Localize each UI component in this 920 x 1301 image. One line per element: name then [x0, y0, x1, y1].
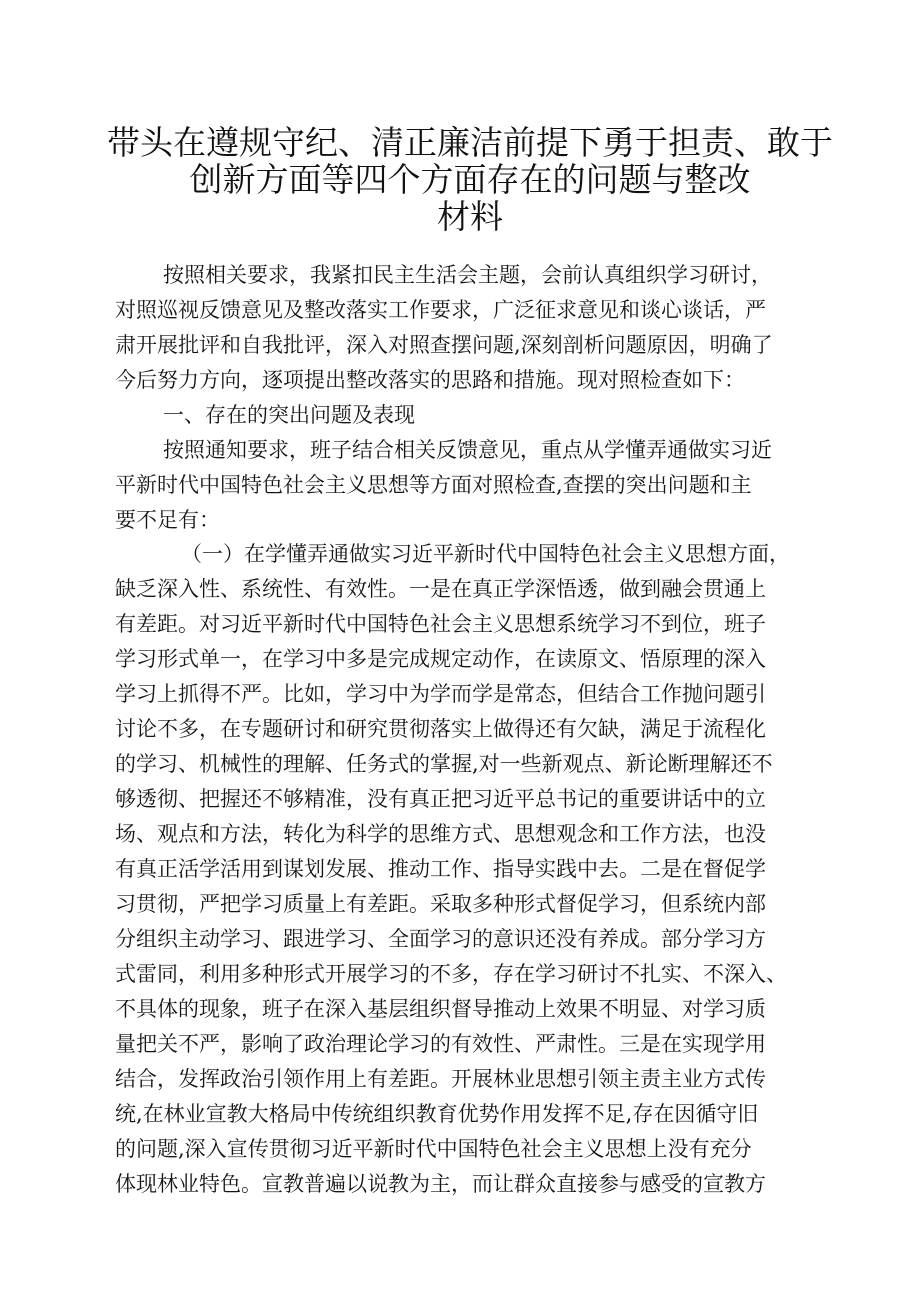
paragraph-line: 讨论不多，在专题研讨和研究贯彻落实上做得还有欠缺，满足于流程化 — [115, 717, 766, 741]
title-line: 带头在遵规守纪、清正廉洁前提下勇于担责、敢于 — [107, 123, 833, 162]
paragraph-line: 的学习、机械性的理解、任务式的掌握,对一些新观点、新论断理解还不 — [115, 752, 773, 776]
title-line: 创新方面等四个方面存在的问题与整改 — [189, 160, 751, 199]
section-heading — [163, 398, 893, 433]
paragraph-line: 统,在林业宣教大格局中传统组织教育优势作用发挥不足,存在因循守旧 — [115, 1102, 759, 1126]
paragraph-line: 学习形式单一，在学习中多是完成规定动作，在读原文、悟原理的深入 — [115, 647, 766, 671]
paragraph-line: （一）在学懂弄通做实习近平新时代中国特色社会主义思想方面， — [181, 542, 790, 566]
paragraph-line: 分组织主动学习、跟进学习、全面学习的意识还没有养成。部分学习方 — [115, 927, 766, 951]
item-paragraph — [115, 537, 845, 1202]
paragraph-line: 缺乏深入性、系统性、有效性。一是在真正学深悟透，做到融会贯通上 — [115, 577, 766, 601]
paragraph-line: 对照巡视反馈意见及整改落实工作要求，广泛征求意见和谈心谈话，严 — [115, 298, 766, 322]
paragraph-line: 学习上抓得不严。比如，学习中为学而学是常态，但结合工作抛问题引 — [115, 682, 766, 706]
paragraph-line: 式雷同，利用多种形式开展学习的不多，存在学习研讨不扎实、不深入、 — [115, 962, 787, 986]
paragraph-line: 量把关不严，影响了政治理论学习的有效性、严肃性。三是在实现学用 — [115, 1032, 766, 1056]
title-line: 材料 — [437, 197, 503, 236]
paragraph-line: 够透彻、把握还不够精准，没有真正把习近平总书记的重要讲话中的立 — [115, 787, 766, 811]
paragraph-line: 要不足有： — [115, 508, 220, 532]
paragraph-line: 有真正活学活用到谋划发展、推动工作、指导实践中去。二是在督促学 — [115, 857, 766, 881]
section-paragraph — [115, 433, 845, 538]
intro-paragraph — [115, 258, 845, 398]
heading-text: 一、存在的突出问题及表现 — [163, 403, 415, 427]
document-title — [100, 124, 840, 235]
paragraph-line: 结合，发挥政治引领作用上有差距。开展林业思想引领主责主业方式传 — [115, 1067, 766, 1091]
paragraph-line: 场、观点和方法，转化为科学的思维方式、思想观念和工作方法，也没 — [115, 822, 766, 846]
paragraph-line: 体现林业特色。宣教普遍以说教为主，而让群众直接参与感受的宣教方 — [115, 1172, 766, 1196]
paragraph-line: 习贯彻，严把学习质量上有差距。采取多种形式督促学习，但系统内部 — [115, 892, 766, 916]
paragraph-line: 的问题,深入宣传贯彻习近平新时代中国特色社会主义思想上没有充分 — [115, 1137, 752, 1161]
paragraph-line: 平新时代中国特色社会主义思想等方面对照检查,查摆的突出问题和主 — [115, 473, 752, 497]
paragraph-line: 今后努力方向，逐项提出整改落实的思路和措施。现对照检查如下： — [115, 368, 745, 392]
paragraph-line: 按照相关要求，我紧扣民主生活会主题，会前认真组织学习研讨， — [163, 263, 772, 287]
paragraph-line: 不具体的现象，班子在深入基层组织督导推动上效果不明显、对学习质 — [115, 997, 766, 1021]
paragraph-line: 肃开展批评和自我批评，深入对照查摆问题,深刻剖析问题原因，明确了 — [115, 333, 773, 357]
paragraph-line: 按照通知要求，班子结合相关反馈意见，重点从学懂弄通做实习近 — [163, 438, 772, 462]
paragraph-line: 有差距。对习近平新时代中国特色社会主义思想系统学习不到位，班子 — [115, 612, 766, 636]
